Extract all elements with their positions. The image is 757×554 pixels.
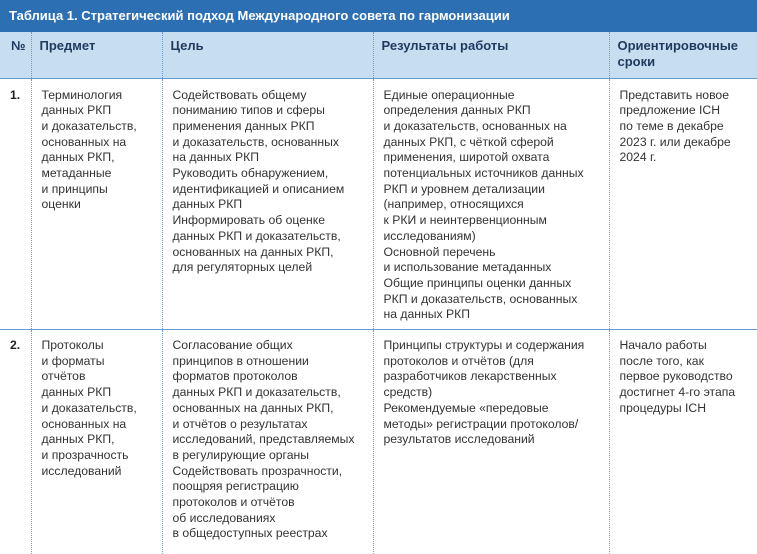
- cell-text-line: разработчиков лекарственных: [383, 369, 557, 384]
- cell-text-line: и доказательств,: [41, 118, 137, 133]
- cell-text-line: и прозрачность: [41, 447, 129, 462]
- cell-text-line: Представить новое: [619, 87, 729, 102]
- cell-text-line: на данных РКП: [383, 307, 470, 322]
- strategy-table: [0, 32, 757, 554]
- cell-text-line: потенциальных источников данных: [383, 166, 584, 181]
- cell-text-line: первое руководство: [619, 369, 733, 384]
- cell-text-line: метаданные: [41, 166, 112, 181]
- header-results: Результаты работы: [373, 32, 609, 78]
- cell-text-line: Протоколы: [41, 338, 104, 353]
- cell-text-line: Рекомендуемые «передовые: [383, 400, 549, 415]
- cell-text-line: Содействовать прозрачности,: [172, 463, 343, 478]
- header-timeline: Ориентировочные сроки: [609, 32, 757, 78]
- row-number: 1.: [0, 78, 31, 330]
- cell-text-line: и отчётов о результатах: [172, 416, 308, 431]
- cell-text-line: 2024 г.: [619, 150, 657, 165]
- cell-text-line: отчётов: [41, 369, 86, 384]
- cell-text-line: достигнет 4-го этапа: [619, 385, 736, 400]
- cell-text-line: Начало работы: [619, 338, 707, 353]
- cell-text-line: Согласование общих: [172, 338, 293, 353]
- cell-text-line: средств): [383, 385, 433, 400]
- cell-text-line: и использование метаданных: [383, 260, 552, 275]
- cell-text-line: идентификацией и описанием: [172, 181, 345, 196]
- cell-text-line: применения данных РКП: [172, 118, 315, 133]
- table-caption: Таблица 1. Стратегический подход Международного совета по гармонизации: [0, 0, 757, 32]
- header-goal: Цель: [162, 32, 373, 78]
- cell-text-line: по теме в декабре: [619, 118, 724, 133]
- cell-text-line: данных РКП: [41, 385, 112, 400]
- cell-text-line: и доказательств, основанных: [172, 134, 339, 149]
- cell-text-line: предложение ICH: [619, 103, 721, 118]
- cell-text-line: после того, как: [619, 353, 704, 368]
- cell-text-line: процедуры ICH: [619, 400, 706, 415]
- cell-text-line: исследованиям): [383, 228, 476, 243]
- cell-text-line: Единые операционные: [383, 87, 515, 102]
- results-cell: [373, 330, 609, 554]
- subject-cell: [31, 78, 162, 330]
- cell-text-line: применения, широтой охвата: [383, 150, 550, 165]
- goal-cell: [162, 78, 373, 330]
- cell-text-line: в регулирующие органы: [172, 447, 309, 462]
- cell-text-line: (например, относящихся: [383, 197, 524, 212]
- cell-text-line: основанных на данных РКП,: [172, 400, 334, 415]
- cell-text-line: к РКИ и неинтервенционным: [383, 213, 547, 228]
- cell-text-line: поощряя регистрацию: [172, 479, 299, 494]
- cell-text-line: данных РКП: [172, 197, 243, 212]
- cell-text-line: данных РКП и доказательств,: [172, 228, 341, 243]
- cell-text-line: пониманию типов и сферы: [172, 103, 325, 118]
- cell-text-line: Принципы структуры и содержания: [383, 338, 585, 353]
- cell-text-line: основанных на: [41, 134, 127, 149]
- cell-text-line: Руководить обнаружением,: [172, 166, 329, 181]
- header-subject: Предмет: [31, 32, 162, 78]
- cell-text-line: Общие принципы оценки данных: [383, 275, 572, 290]
- cell-text-line: и доказательств,: [41, 400, 137, 415]
- cell-text-line: оценки: [41, 197, 81, 212]
- table-row: [0, 330, 757, 554]
- cell-text-line: и принципы: [41, 181, 108, 196]
- cell-text-line: основанных на данных РКП,: [172, 244, 334, 259]
- cell-text-line: данных РКП, с чёткой сферой: [383, 134, 554, 149]
- cell-text-line: методы» регистрации протоколов/: [383, 416, 579, 431]
- cell-text-line: принципов в отношении: [172, 353, 309, 368]
- cell-text-line: данных РКП и доказательств,: [172, 385, 341, 400]
- goal-cell: [162, 330, 373, 554]
- results-cell: [373, 78, 609, 330]
- cell-text-line: данных РКП,: [41, 150, 115, 165]
- cell-text-line: протоколов и отчётов: [172, 495, 295, 510]
- timeline-cell: [609, 78, 757, 330]
- cell-text-line: и форматы: [41, 353, 105, 368]
- table-row: [0, 78, 757, 330]
- subject-cell: [31, 330, 162, 554]
- timeline-cell: [609, 330, 757, 554]
- cell-text-line: форматов протоколов: [172, 369, 298, 384]
- cell-text-line: основанных на: [41, 416, 127, 431]
- cell-text-line: данных РКП,: [41, 432, 115, 447]
- cell-text-line: Содействовать общему: [172, 87, 307, 102]
- cell-text-line: 2023 г. или декабре: [619, 134, 731, 149]
- table-header-row: [0, 32, 757, 78]
- cell-text-line: определения данных РКП: [383, 103, 531, 118]
- cell-text-line: РКП и уровнем детализации: [383, 181, 545, 196]
- cell-text-line: об исследованиях: [172, 510, 276, 525]
- cell-text-line: исследований: [41, 463, 122, 478]
- cell-text-line: и доказательств, основанных на: [383, 118, 567, 133]
- cell-text-line: Терминология: [41, 87, 123, 102]
- cell-text-line: результатов исследований: [383, 432, 535, 447]
- cell-text-line: РКП и доказательств, основанных: [383, 291, 578, 306]
- cell-text-line: для регуляторных целей: [172, 260, 313, 275]
- cell-text-line: Информировать об оценке: [172, 213, 326, 228]
- cell-text-line: Основной перечень: [383, 244, 496, 259]
- cell-text-line: на данных РКП: [172, 150, 259, 165]
- row-number: 2.: [10, 338, 21, 353]
- cell-text-line: в общедоступных реестрах: [172, 526, 328, 541]
- cell-text-line: протоколов и отчётов (для: [383, 353, 534, 368]
- header-number: №: [0, 32, 31, 78]
- cell-text-line: исследований, представляемых: [172, 432, 355, 447]
- cell-text-line: данных РКП: [41, 103, 112, 118]
